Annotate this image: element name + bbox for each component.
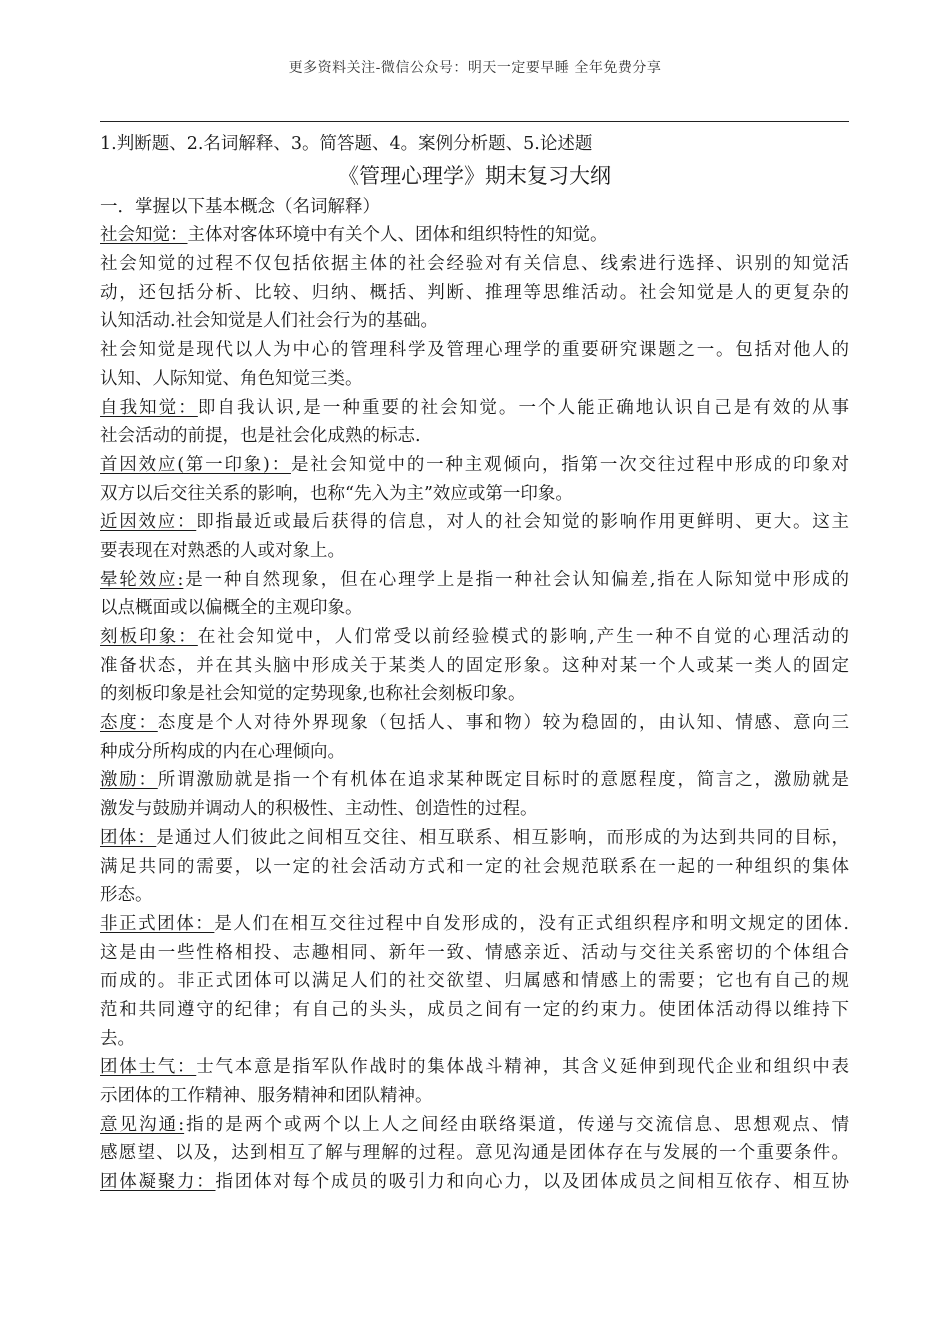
question-types: 1.判断题、2.名词解释、3。简答题、4。案例分析题、5.论述题 [100, 134, 593, 154]
line-text: 认知活动.社会知觉是人们社会行为的基础。 [100, 311, 439, 332]
line-text: 是通过人们彼此之间相互交往、相互联系、相互影响，而形成的为达到共同的目标， [156, 827, 849, 848]
line-text: 在社会知觉中，人们常受以前经验模式的影响,产生一种不自觉的心理活动的 [197, 627, 849, 647]
text-line [100, 853, 849, 882]
line-text: 社会知觉的过程不仅包括依据主体的社会经验对有关信息、线索进行选择、识别的知觉活 [100, 254, 849, 275]
term-label: 激励： [100, 770, 158, 791]
line-text: 指的是两个或两个以上人之间经由联络渠道，传递与交流信息、思想观点、情 [184, 1114, 849, 1135]
line-text: 是一种自然现象，但在心理学上是指一种社会认知偏差,指在人际知觉中形成的 [183, 569, 849, 590]
text-line [100, 1168, 849, 1197]
line-text: 种成分所构成的内在心理倾向。 [100, 741, 345, 762]
text-line [100, 996, 849, 1025]
text-line [100, 250, 849, 279]
text-line [100, 824, 849, 853]
line-text: 准备状态，并在其头脑中形成关于某类人的固定形象。这种对某一个人或某一类人的固定 [100, 655, 849, 676]
line-text: 满足共同的需要，以一定的社会活动方式和一定的社会规范联系在一起的一种组织的集体 [100, 856, 849, 877]
term-label: 意见沟通: [100, 1114, 185, 1135]
text-line [100, 594, 849, 623]
term-label: 态度： [100, 713, 158, 734]
text-line [100, 422, 849, 451]
term-label: 团体凝聚力： [100, 1172, 216, 1193]
term-label: 团体士气： [100, 1057, 197, 1078]
line-text: 的刻板印象是社会知觉的定势现象,也称社会刻板印象。 [100, 684, 526, 705]
term-label: 首因效应(第一印象)： [100, 454, 291, 475]
term-label: 社会知觉： [100, 225, 188, 246]
document-body [100, 130, 849, 1197]
line-text: 要表现在对熟悉的人或对象上。 [100, 540, 345, 561]
text-line [100, 1053, 849, 1082]
line-text: 社会活动的前提，也是社会化成熟的标志. [100, 426, 421, 447]
line-text: 示团体的工作精神、服务精神和团队精神。 [100, 1086, 433, 1106]
text-line [100, 307, 849, 336]
line-text: 是人们在相互交往过程中自发形成的，没有正式组织程序和明文规定的团体. [214, 913, 849, 934]
section-heading: 一．掌握以下基本概念（名词解释） [100, 196, 380, 217]
text-line [100, 910, 849, 939]
line-text: 形态。 [100, 885, 153, 906]
text-line [100, 537, 849, 566]
line-text: 社会知觉是现代以人为中心的管理科学及管理心理学的重要研究课题之一。包括对他人的 [100, 340, 849, 361]
line-text: 即自我认识,是一种重要的社会知觉。一个人能正确地认识自己是有效的从事 [197, 397, 849, 418]
line-text: 动，还包括分析、比较、归纳、概括、判断、推理等思维活动。社会知觉是人的更复杂的 [100, 282, 849, 303]
text-line [100, 480, 849, 509]
line-text: 是社会知觉中的一种主观倾向，指第一次交往过程中形成的印象对 [291, 454, 849, 475]
text-line [100, 766, 849, 795]
text-line [100, 1082, 849, 1111]
text-line [100, 1139, 849, 1168]
line-text: 去。 [100, 1028, 135, 1049]
text-line [100, 221, 849, 250]
term-label: 自我知觉： [100, 397, 198, 418]
line-text: 激发与鼓励并调动人的积极性、主动性、创造性的过程。 [100, 799, 538, 820]
document-title: 《管理心理学》期末复习大纲 [338, 163, 611, 188]
line-text: 范和共同遵守的纪律；有自己的头头，成员之间有一定的约束力。使团体活动得以维持下 [100, 999, 849, 1020]
term-label: 刻板印象： [100, 627, 198, 647]
text-line [100, 451, 849, 480]
term-label: 非正式团体： [100, 913, 215, 934]
text-line [100, 881, 849, 910]
text-line [100, 394, 849, 423]
line-text: 即指最近或最后获得的信息，对人的社会知觉的影响作用更鲜明、更大。这主 [196, 512, 849, 533]
text-line [100, 336, 849, 365]
line-text: 这是由一些性格相投、志趣相同、新年一致、情感亲近、活动与交往关系密切的个体组合 [100, 942, 849, 963]
text-line [100, 508, 849, 537]
text-line [100, 738, 849, 767]
line-text: 所谓激励就是指一个有机体在追求某种既定目标时的意愿程度，简言之，激励就是 [157, 770, 849, 791]
line-text: 态度是个人对待外界现象（包括人、事和物）较为稳固的，由认知、情感、意向三 [157, 713, 849, 734]
text-line [100, 967, 849, 996]
text-line [100, 939, 849, 968]
line-text: 以点概面或以偏概全的主观印象。 [100, 598, 363, 619]
term-label: 团体： [100, 827, 157, 848]
text-line [100, 623, 849, 652]
term-label: 晕轮效应: [100, 569, 184, 590]
text-line [100, 1025, 849, 1054]
text-line [100, 365, 849, 394]
text-line [100, 1111, 849, 1140]
line-text: 双方以后交往关系的影响，也称“先入为主”效应或第一印象。 [100, 483, 573, 504]
text-line [100, 566, 849, 595]
line-text: 而成的。非正式团体可以满足人们的社交欲望、归属感和情感上的需要；它也有自己的规 [100, 971, 849, 992]
definition-lines [100, 221, 849, 1196]
text-line [100, 709, 849, 738]
page-header: 更多资料关注-微信公众号：明天一定要早睡 全年免费分享 [288, 60, 662, 76]
line-text: 认知、人际知觉、角色知觉三类。 [100, 368, 363, 389]
text-line [100, 652, 849, 681]
text-line [100, 795, 849, 824]
line-text: 指团体对每个成员的吸引力和向心力，以及团体成员之间相互依存、相互协 [215, 1172, 849, 1193]
line-text: 主体对客体环境中有关个人、团体和组织特性的知觉。 [187, 225, 608, 246]
text-line [100, 680, 849, 709]
term-label: 近因效应： [100, 512, 197, 533]
line-text: 士气本意是指军队作战时的集体战斗精神，其含义延伸到现代企业和组织中表 [196, 1057, 849, 1078]
header-divider [100, 121, 849, 122]
line-text: 感愿望、以及，达到相互了解与理解的过程。意见沟通是团体存在与发展的一个重要条件。 [100, 1143, 849, 1164]
text-line [100, 279, 849, 308]
